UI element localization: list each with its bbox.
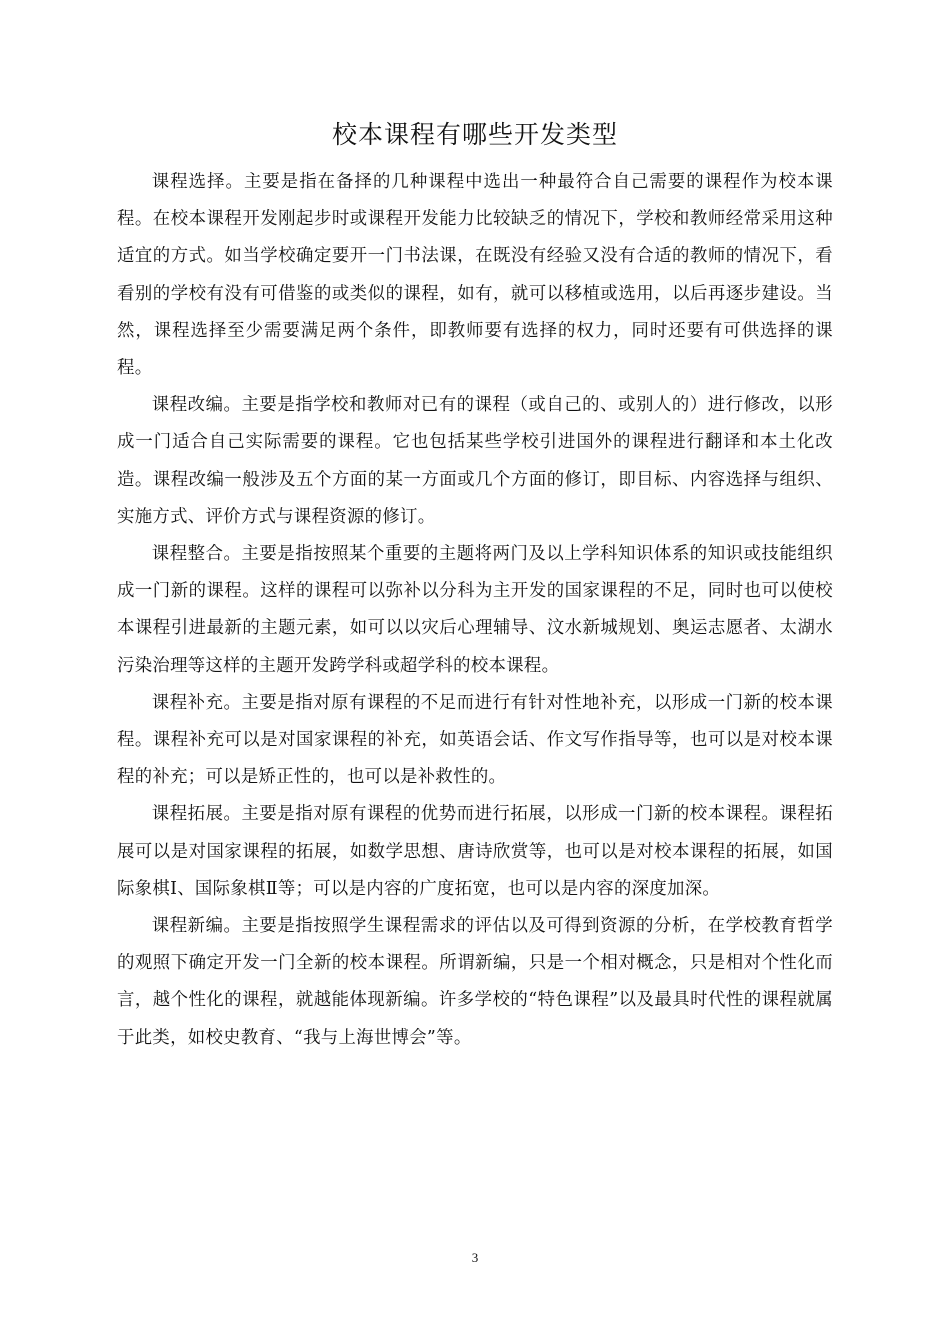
paragraph-course-supplement: 课程补充。主要是指对原有课程的不足而进行有针对性地补充，以形成一门新的校本课程。课程补充可以是对国家课程的补充，如英语会话、作文写作指导等，也可以是对校本课程的补充；可以是矫正性的，也可以是补救性的。 <box>117 692 833 788</box>
paragraph-course-integration: 课程整合。主要是指按照某个重要的主题将两门及以上学科知识体系的知识或技能组织成一门新的课程。这样的课程可以弥补以分科为主开发的国家课程的不足，同时也可以使校本课程引进最新的主题元素，如可以以灾后心理辅导、汶水新城规划、奥运志愿者、太湖水污染治理等这样的主题开发跨学科或超学科的校本课程。 <box>117 544 833 676</box>
paragraph-course-adaptation: 课程改编。主要是指学校和教师对已有的课程（或自己的、或别人的）进行修改，以形成一门适合自己实际需要的课程。它也包括某些学校引进国外的课程进行翻译和本土化改造。课程改编一般涉及五个方面的某一方面或几个方面的修订，即目标、内容选择与组织、实施方式、评价方式与课程资源的修订。 <box>117 395 833 527</box>
page-number: 3 <box>471 1250 479 1265</box>
document-title: 校本课程有哪些开发类型 <box>331 120 618 149</box>
document-page <box>117 108 833 1057</box>
paragraph-course-selection: 课程选择。主要是指在备择的几种课程中选出一种最符合自己需要的课程作为校本课程。在校本课程开发刚起步时或课程开发能力比较缺乏的情况下，学校和教师经常采用这种适宜的方式。如当学校确定要开一门书法课，在既没有经验又没有合适的教师的情况下，看看别的学校有没有可借鉴的或类似的课程，如有，就可以移植或选用，以后再逐步建设。当然，课程选择至少需要满足两个条件，即教师要有选择的权力，同时还要有可供选择的课程。 <box>117 172 833 379</box>
paragraph-course-new-compilation: 课程新编。主要是指按照学生课程需求的评估以及可得到资源的分析，在学校教育哲学的观照下确定开发一门全新的校本课程。所谓新编，只是一个相对概念，只是相对个性化而言，越个性化的课程，就越能体现新编。许多学校的“特色课程”以及最具时代性的课程就属于此类，如校史教育、“我与上海世博会”等。 <box>117 916 833 1048</box>
paragraph-course-extension: 课程拓展。主要是指对原有课程的优势而进行拓展，以形成一门新的校本课程。课程拓展可以是对国家课程的拓展，如数学思想、唐诗欣赏等，也可以是对校本课程的拓展，如国际象棋Ⅰ、国际象棋Ⅱ等；可以是内容的广度拓宽，也可以是内容的深度加深。 <box>117 804 833 899</box>
